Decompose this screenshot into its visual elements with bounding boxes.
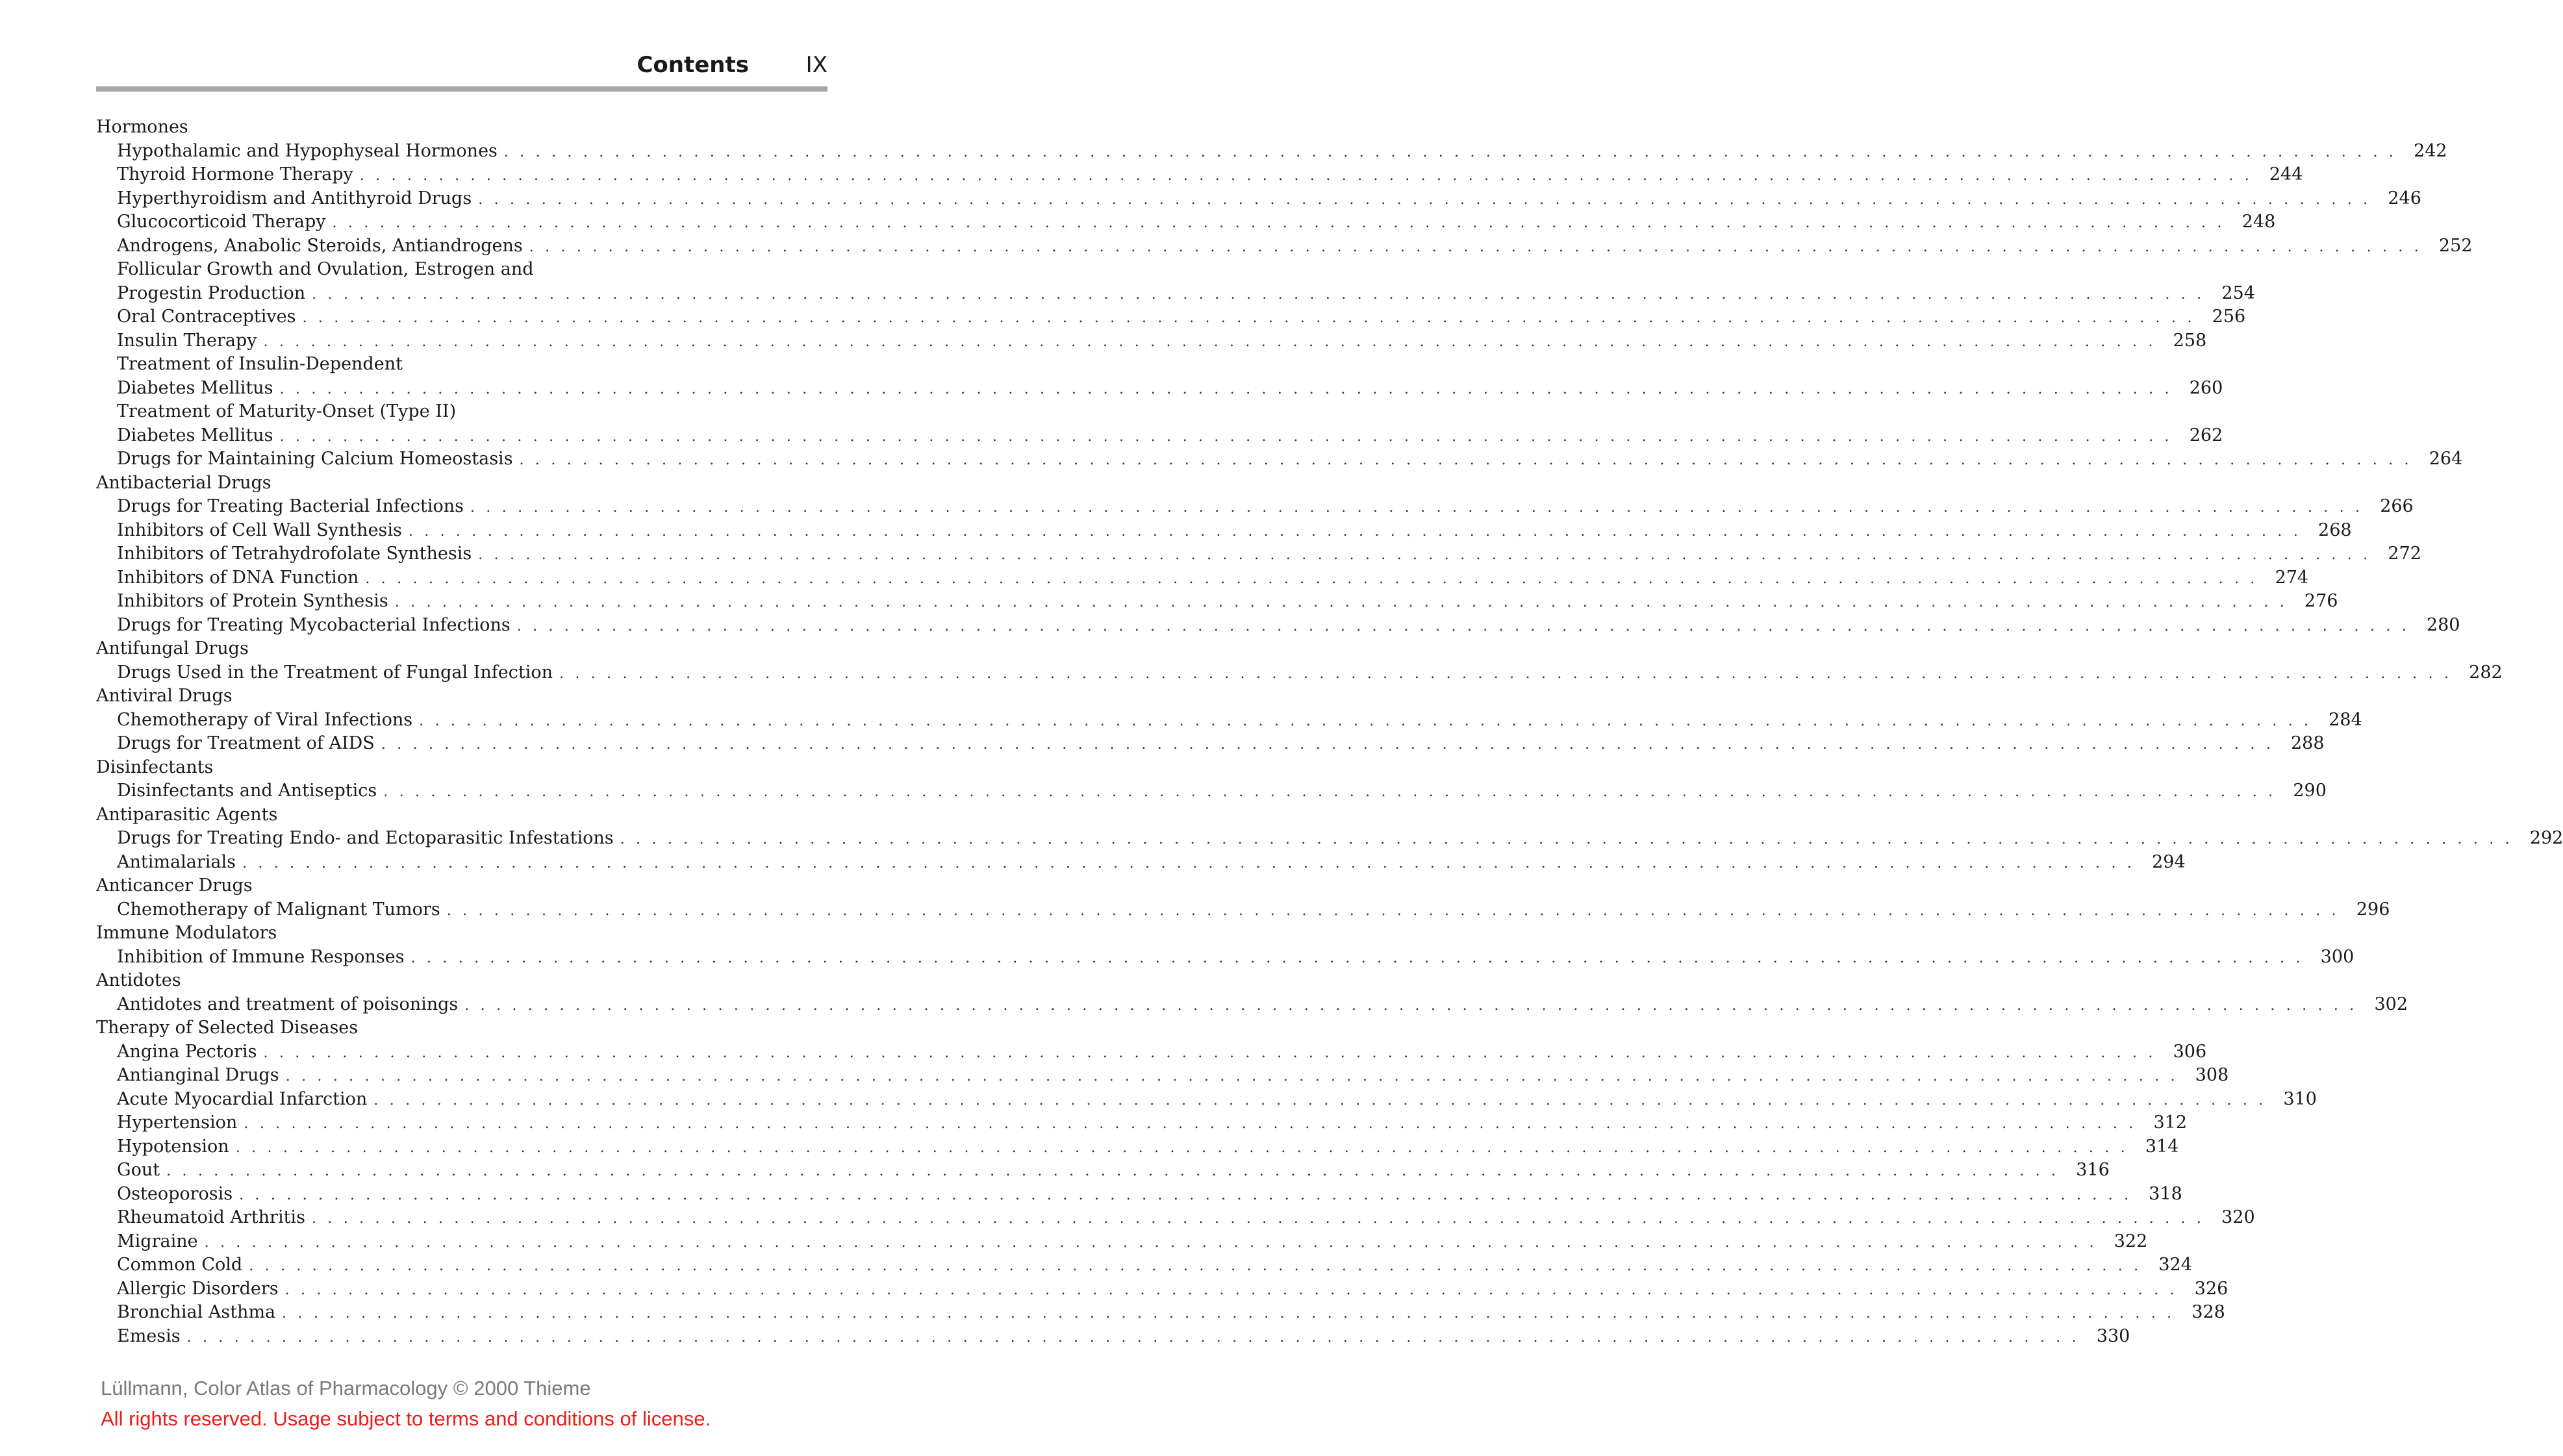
toc-entry-page: 254: [2221, 282, 2255, 303]
toc-section-title: Disinfectants: [96, 757, 214, 777]
dot-leader: . . . . . . . . . . . . . . . . . . . . . . . . . . . . . . . . . . . . . . . . . . . . . . . . . . . . . . . . . . . . . . . . . . . . . . . . . . . . . . . . . . . . . . . . . . . . . . . . . . . . . . . . . . . . . . . . . . . . . . . .: [279, 381, 2173, 397]
toc-entry[interactable]: [96, 1277, 2228, 1301]
toc-entry-page: 322: [2114, 1231, 2148, 1251]
toc-entry-page: 248: [2241, 212, 2276, 232]
toc-entry-page: 320: [2221, 1207, 2255, 1227]
toc-entry-page: 302: [2374, 994, 2408, 1014]
dot-leader: . . . . . . . . . . . . . . . . . . . . . . . . . . . . . . . . . . . . . . . . . . . . . . . . . . . . . . . . . . . . . . . . . . . . . . . . . . . . . . . . . . . . . . . . . . . . . . . . . . . . . . . . . . . . . . . . . . . . . . . .: [519, 452, 2412, 468]
toc-entry[interactable]: [96, 1159, 2110, 1183]
toc-entry-page: 252: [2438, 235, 2473, 256]
dot-leader: . . . . . . . . . . . . . . . . . . . . . . . . . . . . . . . . . . . . . . . . . . . . . . . . . . . . . . . . . . . . . . . . . . . . . . . . . . . . . . . . . . . . . . . . . . . . . . . . . . . . . . . . . . . . . . . . . . . . . . . .: [464, 997, 2358, 1014]
toc-entry-page: 272: [2388, 544, 2421, 564]
toc-entry[interactable]: [96, 1040, 2207, 1064]
dot-leader: . . . . . . . . . . . . . . . . . . . . . . . . . . . . . . . . . . . . . . . . . . . . . . . . . . . . . . . . . . . . . . . . . . . . . . . . . . . . . . . . . . . . . . . . . . . . . . . . . . . . . . . . . . . . . . . . . . . . . . . .: [446, 902, 2340, 919]
toc-entry[interactable]: [96, 234, 2473, 258]
toc-entry-page: 330: [2096, 1325, 2130, 1346]
toc-entry-page: 266: [2380, 496, 2414, 516]
toc-entry[interactable]: [96, 614, 2460, 638]
toc-entry[interactable]: [96, 1206, 2255, 1230]
toc-entry[interactable]: [96, 1064, 2229, 1088]
toc-entry-label: Androgens, Anabolic Steroids, Antiandrogens: [117, 235, 523, 256]
toc-entry-label: Drugs for Treating Bacterial Infections: [117, 496, 464, 516]
toc-entry-page: 276: [2304, 591, 2338, 611]
toc-entry-page: 290: [2293, 781, 2327, 801]
dot-leader: . . . . . . . . . . . . . . . . . . . . . . . . . . . . . . . . . . . . . . . . . . . . . . . . . . . . . . . . . . . . . . . . . . . . . . . . . . . . . . . . . . . . . . . . . . . . . . . . . . . . . . . . . . . . . . . . . . . . . . . .: [419, 712, 2312, 729]
toc-entry-label: Diabetes Mellitus: [117, 425, 273, 446]
dot-leader: . . . . . . . . . . . . . . . . . . . . . . . . . . . . . . . . . . . . . . . . . . . . . . . . . . . . . . . . . . . . . . . . . . . . . . . . . . . . . . . . . . . . . . . . . . . . . . . . . . . . . . . . . . . . . . . . . . . . . . . .: [285, 1068, 2178, 1085]
toc-entry-label: Rheumatoid Arthritis: [117, 1207, 305, 1227]
toc-entry-label: Insulin Therapy: [117, 330, 257, 351]
dot-leader: . . . . . . . . . . . . . . . . . . . . . . . . . . . . . . . . . . . . . . . . . . . . . . . . . . . . . . . . . . . . . . . . . . . . . . . . . . . . . . . . . . . . . . . . . . . . . . . . . . . . . . . . . . . . . . . . . . . . . . . .: [410, 949, 2304, 966]
toc-entry-label: Common Cold: [117, 1255, 243, 1275]
toc-entry-label: Chemotherapy of Malignant Tumors: [117, 899, 440, 920]
toc-entry-page: 294: [2152, 851, 2186, 872]
toc-entry-page: 318: [2149, 1183, 2182, 1204]
dot-leader: . . . . . . . . . . . . . . . . . . . . . . . . . . . . . . . . . . . . . . . . . . . . . . . . . . . . . . . . . . . . . . . . . . . . . . . . . . . . . . . . . . . . . . . . . . . . . . . . . . . . . . . . . . . . . . . . . . . . . . . .: [282, 1305, 2175, 1322]
toc-entry-label: Glucocorticoid Therapy: [117, 212, 326, 232]
toc-entry[interactable]: [96, 424, 2223, 448]
toc-entry-page: 310: [2283, 1088, 2317, 1109]
toc-entry-page: 262: [2189, 425, 2223, 446]
toc-entry[interactable]: [96, 566, 2309, 590]
toc-entry-label: Antianginal Drugs: [117, 1065, 279, 1085]
toc-entry[interactable]: [96, 851, 2186, 875]
footer-copyright: Lüllmann, Color Atlas of Pharmacology © 2000 Thieme: [101, 1377, 591, 1400]
toc-entry-label: Drugs for Treatment of AIDS: [117, 733, 375, 753]
toc-entry-page: 274: [2275, 567, 2309, 588]
toc-section-title: Hormones: [96, 117, 188, 137]
dot-leader: . . . . . . . . . . . . . . . . . . . . . . . . . . . . . . . . . . . . . . . . . . . . . . . . . . . . . . . . . . . . . . . . . . . . . . . . . . . . . . . . . . . . . . . . . . . . . . . . . . . . . . . . . . . . . . . . . . . . . . . .: [186, 1329, 2080, 1346]
toc-entry-label: Gout: [117, 1160, 160, 1180]
toc-entry-page: 242: [2414, 140, 2447, 161]
toc-entry-label: Inhibitors of DNA Function: [117, 567, 359, 588]
toc-entry[interactable]: [96, 495, 2414, 519]
dot-leader: . . . . . . . . . . . . . . . . . . . . . . . . . . . . . . . . . . . . . . . . . . . . . . . . . . . . . . . . . . . . . . . . . . . . . . . . . . . . . . . . . . . . . . . . . . . . . . . . . . . . . . . . . . . . . . . . . . . . . . . .: [263, 333, 2156, 350]
toc-entry[interactable]: [96, 590, 2338, 614]
toc-entry[interactable]: [96, 519, 2352, 543]
toc-entry[interactable]: [96, 305, 2246, 329]
toc-entry[interactable]: [96, 377, 2223, 401]
toc-entry-label: Hypotension: [117, 1136, 229, 1157]
dot-leader: . . . . . . . . . . . . . . . . . . . . . . . . . . . . . . . . . . . . . . . . . . . . . . . . . . . . . . . . . . . . . . . . . . . . . . . . . . . . . . . . . . . . . . . . . . . . . . . . . . . . . . . . . . . . . . . . . . . . . . . .: [381, 736, 2274, 753]
toc-entry-page: 300: [2320, 946, 2355, 967]
toc-entry[interactable]: [96, 827, 2563, 851]
dot-leader: . . . . . . . . . . . . . . . . . . . . . . . . . . . . . . . . . . . . . . . . . . . . . . . . . . . . . . . . . . . . . . . . . . . . . . . . . . . . . . . . . . . . . . . . . . . . . . . . . . . . . . . . . . . . . . . . . . . . . . . .: [284, 1281, 2178, 1298]
toc-entry-label-line1: Treatment of Maturity-Onset (Type II): [117, 401, 457, 421]
toc-entry-label: Allergic Disorders: [117, 1278, 279, 1299]
toc-entry[interactable]: [96, 1135, 2179, 1159]
toc-entry-page: 308: [2195, 1065, 2229, 1085]
toc-entry-page: 284: [2329, 709, 2362, 730]
footer-rights-notice: All rights reserved. Usage subject to terms and conditions of license.: [101, 1407, 711, 1430]
toc-entry-label: Emesis: [117, 1325, 181, 1346]
toc-section-title: Antifungal Drugs: [96, 638, 249, 659]
toc-entry-label: Diabetes Mellitus: [117, 377, 273, 398]
toc-entry-label: Drugs for Maintaining Calcium Homeostasis: [117, 449, 513, 469]
toc-section-title: Therapy of Selected Diseases: [96, 1018, 359, 1038]
dot-leader: . . . . . . . . . . . . . . . . . . . . . . . . . . . . . . . . . . . . . . . . . . . . . . . . . . . . . . . . . . . . . . . . . . . . . . . . . . . . . . . . . . . . . . . . . . . . . . . . . . . . . . . . . . . . . . . . . . . . . . . .: [516, 618, 2410, 634]
toc-entry[interactable]: [96, 732, 2325, 756]
dot-leader: . . . . . . . . . . . . . . . . . . . . . . . . . . . . . . . . . . . . . . . . . . . . . . . . . . . . . . . . . . . . . . . . . . . . . . . . . . . . . . . . . . . . . . . . . . . . . . . . . . . . . . . . . . . . . . . . . . . . . . . .: [383, 784, 2277, 800]
dot-leader: . . . . . . . . . . . . . . . . . . . . . . . . . . . . . . . . . . . . . . . . . . . . . . . . . . . . . . . . . . . . . . . . . . . . . . . . . . . . . . . . . . . . . . . . . . . . . . . . . . . . . . . . . . . . . . . . . . . . . . . .: [204, 1234, 2097, 1251]
toc-entry-page: 326: [2194, 1278, 2228, 1299]
toc-entry-page: 260: [2189, 377, 2223, 398]
toc-entry[interactable]: [96, 661, 2503, 685]
toc-entry-page: 244: [2269, 164, 2303, 184]
toc-entry-page: 316: [2076, 1160, 2110, 1180]
toc-entry-page: 256: [2212, 307, 2246, 327]
toc-entry[interactable]: [96, 187, 2421, 211]
toc-entry-label: Bronchial Asthma: [117, 1302, 276, 1322]
toc-entry-page: 312: [2153, 1112, 2188, 1133]
toc-entry-page: 246: [2388, 188, 2421, 208]
toc-section-title: Antidotes: [96, 970, 181, 990]
toc-entry[interactable]: [96, 447, 2463, 471]
toc-entry-page: 288: [2290, 733, 2325, 753]
toc-entry-label: Hypertension: [117, 1112, 238, 1133]
toc-entry[interactable]: [96, 1253, 2192, 1277]
toc-entry-page: 264: [2429, 449, 2463, 469]
toc-section-title: Anticancer Drugs: [96, 875, 253, 896]
page-number: IX: [805, 52, 827, 78]
toc-entry-label: Progestin Production: [117, 282, 306, 303]
dot-leader: . . . . . . . . . . . . . . . . . . . . . . . . . . . . . . . . . . . . . . . . . . . . . . . . . . . . . . . . . . . . . . . . . . . . . . . . . . . . . . . . . . . . . . . . . . . . . . . . . . . . . . . . . . . . . . . . . . . . . . . .: [332, 215, 2225, 231]
header-rule: [96, 86, 827, 92]
toc-section-title: Antibacterial Drugs: [96, 472, 271, 493]
toc-entry-label: Inhibition of Immune Responses: [117, 946, 405, 967]
toc-entry[interactable]: [96, 542, 2421, 566]
dot-leader: . . . . . . . . . . . . . . . . . . . . . . . . . . . . . . . . . . . . . . . . . . . . . . . . . . . . . . . . . . . . . . . . . . . . . . . . . . . . . . . . . . . . . . . . . . . . . . . . . . . . . . . . . . . . . . . . . . . . . . . .: [365, 570, 2258, 587]
toc-entry-label: Inhibitors of Cell Wall Synthesis: [117, 520, 402, 540]
dot-leader: . . . . . . . . . . . . . . . . . . . . . . . . . . . . . . . . . . . . . . . . . . . . . . . . . . . . . . . . . . . . . . . . . . . . . . . . . . . . . . . . . . . . . . . . . . . . . . . . . . . . . . . . . . . . . . . . . . . . . . . .: [620, 831, 2513, 847]
dot-leader: . . . . . . . . . . . . . . . . . . . . . . . . . . . . . . . . . . . . . . . . . . . . . . . . . . . . . . . . . . . . . . . . . . . . . . . . . . . . . . . . . . . . . . . . . . . . . . . . . . . . . . . . . . . . . . . . . . . . . . . .: [302, 310, 2195, 326]
toc-entry[interactable]: [96, 709, 2362, 733]
dot-leader: . . . . . . . . . . . . . . . . . . . . . . . . . . . . . . . . . . . . . . . . . . . . . . . . . . . . . . . . . . . . . . . . . . . . . . . . . . . . . . . . . . . . . . . . . . . . . . . . . . . . . . . . . . . . . . . . . . . . . . . .: [503, 144, 2397, 160]
toc-entry-label-line1: Follicular Growth and Ovulation, Estrogen and: [117, 259, 534, 279]
dot-leader: . . . . . . . . . . . . . . . . . . . . . . . . . . . . . . . . . . . . . . . . . . . . . . . . . . . . . . . . . . . . . . . . . . . . . . . . . . . . . . . . . . . . . . . . . . . . . . . . . . . . . . . . . . . . . . . . . . . . . . . .: [529, 238, 2422, 255]
toc-entry-label: Oral Contraceptives: [117, 307, 296, 327]
dot-leader: . . . . . . . . . . . . . . . . . . . . . . . . . . . . . . . . . . . . . . . . . . . . . . . . . . . . . . . . . . . . . . . . . . . . . . . . . . . . . . . . . . . . . . . . . . . . . . . . . . . . . . . . . . . . . . . . . . . . . . . .: [244, 1116, 2137, 1132]
toc-section-title: Immune Modulators: [96, 923, 277, 943]
dot-leader: . . . . . . . . . . . . . . . . . . . . . . . . . . . . . . . . . . . . . . . . . . . . . . . . . . . . . . . . . . . . . . . . . . . . . . . . . . . . . . . . . . . . . . . . . . . . . . . . . . . . . . . . . . . . . . . . . . . . . . . .: [166, 1163, 2060, 1179]
toc-entry-label: Thyroid Hormone Therapy: [117, 164, 353, 184]
toc-entry[interactable]: [96, 210, 2276, 234]
page-header: [96, 47, 827, 86]
toc-entry[interactable]: [96, 946, 2355, 970]
dot-leader: . . . . . . . . . . . . . . . . . . . . . . . . . . . . . . . . . . . . . . . . . . . . . . . . . . . . . . . . . . . . . . . . . . . . . . . . . . . . . . . . . . . . . . . . . . . . . . . . . . . . . . . . . . . . . . . . . . . . . . . .: [470, 499, 2364, 516]
toc-entry-page: 292: [2529, 828, 2563, 848]
toc-entry-page: 306: [2173, 1041, 2207, 1062]
toc-entry-page: 328: [2191, 1302, 2225, 1322]
dot-leader: . . . . . . . . . . . . . . . . . . . . . . . . . . . . . . . . . . . . . . . . . . . . . . . . . . . . . . . . . . . . . . . . . . . . . . . . . . . . . . . . . . . . . . . . . . . . . . . . . . . . . . . . . . . . . . . . . . . . . . . .: [263, 1044, 2156, 1061]
toc-entry-label: Osteoporosis: [117, 1183, 233, 1204]
dot-leader: . . . . . . . . . . . . . . . . . . . . . . . . . . . . . . . . . . . . . . . . . . . . . . . . . . . . . . . . . . . . . . . . . . . . . . . . . . . . . . . . . . . . . . . . . . . . . . . . . . . . . . . . . . . . . . . . . . . . . . . .: [312, 286, 2205, 303]
toc-entry-label: Inhibitors of Tetrahydrofolate Synthesis: [117, 544, 472, 564]
dot-leader: . . . . . . . . . . . . . . . . . . . . . . . . . . . . . . . . . . . . . . . . . . . . . . . . . . . . . . . . . . . . . . . . . . . . . . . . . . . . . . . . . . . . . . . . . . . . . . . . . . . . . . . . . . . . . . . . . . . . . . . .: [279, 428, 2173, 445]
toc-entry[interactable]: [96, 1325, 2130, 1349]
dot-leader: . . . . . . . . . . . . . . . . . . . . . . . . . . . . . . . . . . . . . . . . . . . . . . . . . . . . . . . . . . . . . . . . . . . . . . . . . . . . . . . . . . . . . . . . . . . . . . . . . . . . . . . . . . . . . . . . . . . . . . . .: [239, 1186, 2132, 1203]
dot-leader: . . . . . . . . . . . . . . . . . . . . . . . . . . . . . . . . . . . . . . . . . . . . . . . . . . . . . . . . . . . . . . . . . . . . . . . . . . . . . . . . . . . . . . . . . . . . . . . . . . . . . . . . . . . . . . . . . . . . . . . .: [478, 191, 2371, 208]
toc-entry-page: 314: [2145, 1136, 2179, 1157]
toc-entry-label: Antidotes and treatment of poisonings: [117, 994, 459, 1014]
toc-entry-page: 282: [2469, 662, 2503, 683]
toc-entry[interactable]: [96, 1111, 2188, 1135]
toc-entry-label: Angina Pectoris: [117, 1041, 257, 1062]
dot-leader: . . . . . . . . . . . . . . . . . . . . . . . . . . . . . . . . . . . . . . . . . . . . . . . . . . . . . . . . . . . . . . . . . . . . . . . . . . . . . . . . . . . . . . . . . . . . . . . . . . . . . . . . . . . . . . . . . . . . . . . .: [249, 1258, 2142, 1274]
toc-section-title: Antiviral Drugs: [96, 686, 233, 706]
toc-entry-page: 258: [2173, 330, 2207, 351]
toc-entry-page: 280: [2426, 614, 2460, 635]
page-title: Contents: [637, 52, 749, 78]
dot-leader: . . . . . . . . . . . . . . . . . . . . . . . . . . . . . . . . . . . . . . . . . . . . . . . . . . . . . . . . . . . . . . . . . . . . . . . . . . . . . . . . . . . . . . . . . . . . . . . . . . . . . . . . . . . . . . . . . . . . . . . .: [242, 855, 2136, 872]
toc-entry-label: Hyperthyroidism and Antithyroid Drugs: [117, 188, 472, 208]
toc-entry[interactable]: [96, 898, 2390, 922]
dot-leader: . . . . . . . . . . . . . . . . . . . . . . . . . . . . . . . . . . . . . . . . . . . . . . . . . . . . . . . . . . . . . . . . . . . . . . . . . . . . . . . . . . . . . . . . . . . . . . . . . . . . . . . . . . . . . . . . . . . . . . . .: [311, 1211, 2205, 1227]
toc-entry-label: Acute Myocardial Infarction: [117, 1088, 368, 1109]
toc-entry-label: Migraine: [117, 1231, 198, 1251]
dot-leader: . . . . . . . . . . . . . . . . . . . . . . . . . . . . . . . . . . . . . . . . . . . . . . . . . . . . . . . . . . . . . . . . . . . . . . . . . . . . . . . . . . . . . . . . . . . . . . . . . . . . . . . . . . . . . . . . . . . . . . . .: [373, 1092, 2267, 1109]
toc-entry[interactable]: [96, 779, 2327, 803]
toc-entry-label: Drugs for Treating Endo- and Ectoparasitic Infestations: [117, 828, 614, 848]
toc-entry[interactable]: [96, 1230, 2148, 1254]
toc-entry-label: Hypothalamic and Hypophyseal Hormones: [117, 140, 498, 161]
toc-entry[interactable]: [96, 1183, 2182, 1207]
toc-section-title: Antiparasitic Agents: [96, 804, 278, 825]
toc-entry[interactable]: [96, 163, 2303, 187]
dot-leader: . . . . . . . . . . . . . . . . . . . . . . . . . . . . . . . . . . . . . . . . . . . . . . . . . . . . . . . . . . . . . . . . . . . . . . . . . . . . . . . . . . . . . . . . . . . . . . . . . . . . . . . . . . . . . . . . . . . . . . . .: [559, 665, 2453, 682]
toc-entry-label: Disinfectants and Antiseptics: [117, 781, 377, 801]
dot-leader: . . . . . . . . . . . . . . . . . . . . . . . . . . . . . . . . . . . . . . . . . . . . . . . . . . . . . . . . . . . . . . . . . . . . . . . . . . . . . . . . . . . . . . . . . . . . . . . . . . . . . . . . . . . . . . . . . . . . . . . .: [394, 594, 2288, 610]
dot-leader: . . . . . . . . . . . . . . . . . . . . . . . . . . . . . . . . . . . . . . . . . . . . . . . . . . . . . . . . . . . . . . . . . . . . . . . . . . . . . . . . . . . . . . . . . . . . . . . . . . . . . . . . . . . . . . . . . . . . . . . .: [408, 523, 2302, 540]
toc-entry-label-line1: Treatment of Insulin-Dependent: [117, 354, 403, 374]
toc-entry-page: 296: [2356, 899, 2390, 920]
toc-entry[interactable]: [96, 329, 2207, 353]
table-of-contents: [96, 116, 2563, 1348]
toc-entry-label: Antimalarials: [117, 851, 236, 872]
toc-entry-page: 324: [2158, 1255, 2192, 1275]
dot-leader: . . . . . . . . . . . . . . . . . . . . . . . . . . . . . . . . . . . . . . . . . . . . . . . . . . . . . . . . . . . . . . . . . . . . . . . . . . . . . . . . . . . . . . . . . . . . . . . . . . . . . . . . . . . . . . . . . . . . . . . .: [359, 168, 2253, 184]
toc-entry[interactable]: [96, 1301, 2225, 1325]
dot-leader: . . . . . . . . . . . . . . . . . . . . . . . . . . . . . . . . . . . . . . . . . . . . . . . . . . . . . . . . . . . . . . . . . . . . . . . . . . . . . . . . . . . . . . . . . . . . . . . . . . . . . . . . . . . . . . . . . . . . . . . .: [478, 547, 2371, 563]
toc-entry-label: Drugs Used in the Treatment of Fungal Infection: [117, 662, 553, 683]
dot-leader: . . . . . . . . . . . . . . . . . . . . . . . . . . . . . . . . . . . . . . . . . . . . . . . . . . . . . . . . . . . . . . . . . . . . . . . . . . . . . . . . . . . . . . . . . . . . . . . . . . . . . . . . . . . . . . . . . . . . . . . .: [235, 1139, 2128, 1156]
toc-entry[interactable]: [96, 1088, 2317, 1112]
toc-entry[interactable]: [96, 140, 2447, 164]
toc-entry-page: 268: [2318, 520, 2352, 540]
toc-entry[interactable]: [96, 282, 2255, 306]
toc-entry[interactable]: [96, 993, 2408, 1017]
toc-entry-label: Inhibitors of Protein Synthesis: [117, 591, 388, 611]
toc-entry-label: Chemotherapy of Viral Infections: [117, 709, 413, 730]
toc-entry-label: Drugs for Treating Mycobacterial Infections: [117, 614, 511, 635]
